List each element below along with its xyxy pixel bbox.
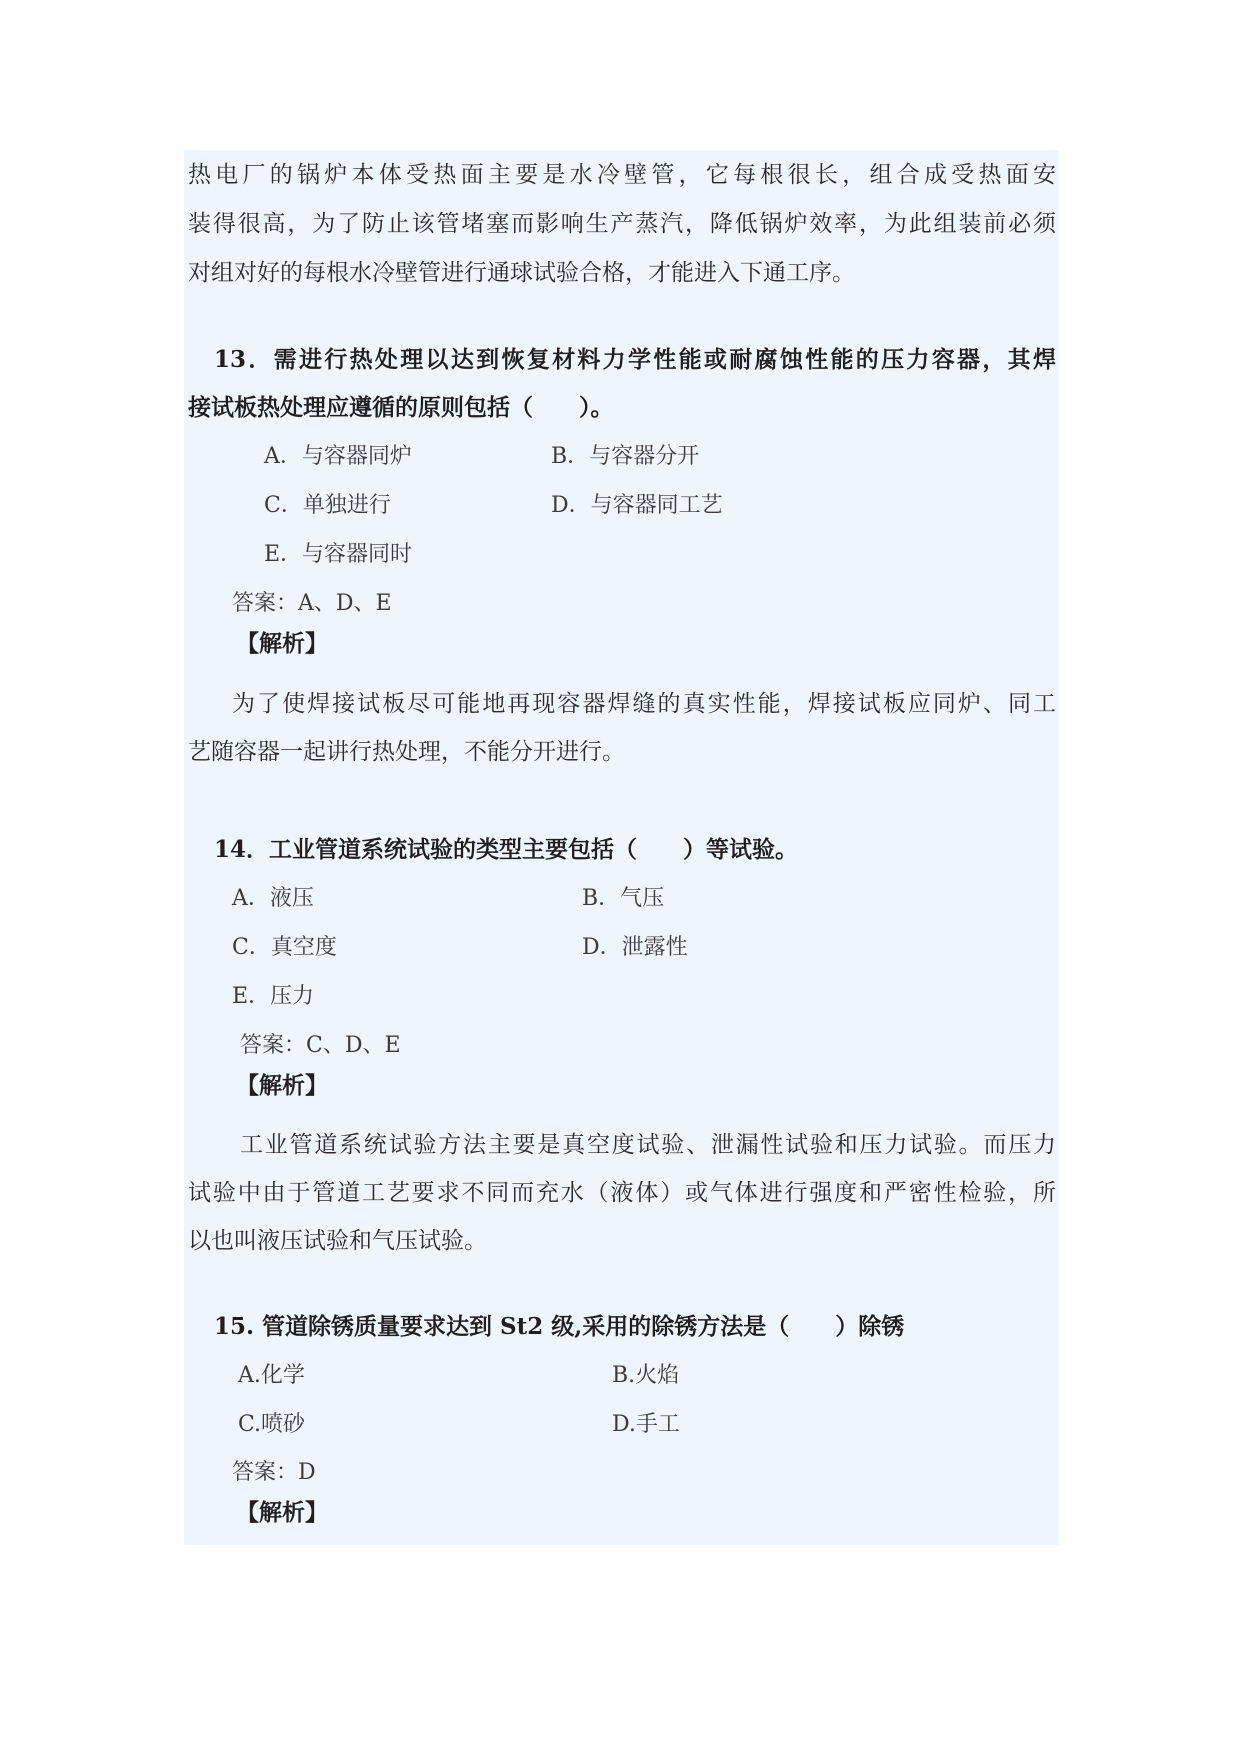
q13-answer: 答案：A、D、E bbox=[232, 591, 392, 616]
q14-option-d: D．泄露性 bbox=[582, 935, 688, 960]
q14-option-b: B．气压 bbox=[582, 886, 665, 911]
q15-analysis-label: 【解析】 bbox=[236, 1499, 328, 1526]
q14-analysis-line-3: 以也叫液压试验和气压试验。 bbox=[188, 1228, 487, 1254]
q13-option-e: E．与容器同时 bbox=[264, 542, 413, 567]
q13-option-d: D．与容器同工艺 bbox=[551, 493, 723, 518]
q15-option-a: A.化学 bbox=[238, 1363, 305, 1388]
q13-option-a: A．与容器同炉 bbox=[264, 444, 412, 469]
q14-analysis-line-2: 试验中由于管道工艺要求不同而充水（液体）或气体进行强度和严密性检验，所 bbox=[188, 1180, 1056, 1206]
intro-line-2: 装得很高，为了防止该管堵塞而影响生产蒸汽，降低锅炉效率，为此组装前必须 bbox=[188, 211, 1056, 237]
q15-option-b: B.火焰 bbox=[612, 1363, 680, 1388]
q13-analysis-line-2: 艺随容器一起讲行热处理，不能分开进行。 bbox=[188, 739, 625, 765]
q13-stem-line-2: 接试板热处理应遵循的原则包括（ ）。 bbox=[188, 394, 614, 421]
q14-option-c: C．真空度 bbox=[232, 935, 337, 960]
q14-stem: 14．工业管道系统试验的类型主要包括（ ）等试验。 bbox=[214, 836, 799, 863]
q13-analysis-line-1: 为了使焊接试板尽可能地再现容器焊缝的真实性能，焊接试板应同炉、同工 bbox=[232, 691, 1056, 717]
q13-stem-line-1: 13．需进行热处理以达到恢复材料力学性能或耐腐蚀性能的压力容器，其焊 bbox=[214, 346, 1056, 373]
q13-analysis-label: 【解析】 bbox=[236, 630, 328, 657]
q14-answer: 答案：C、D、E bbox=[240, 1033, 401, 1058]
q14-option-e: E．压力 bbox=[232, 984, 315, 1009]
q15-answer: 答案：D bbox=[232, 1460, 316, 1485]
q14-analysis-line-1: 工业管道系统试验方法主要是真空度试验、泄漏性试验和压力试验。而压力 bbox=[240, 1132, 1056, 1158]
q14-option-a: A．液压 bbox=[232, 886, 314, 911]
q15-stem: 15. 管道除锈质量要求达到 St2 级,采用的除锈方法是（ ）除锈 bbox=[214, 1313, 905, 1340]
q15-option-d: D.手工 bbox=[612, 1412, 680, 1437]
intro-line-3: 对组对好的每根水冷壁管进行通球试验合格，才能进入下通工序。 bbox=[188, 260, 855, 286]
q15-option-c: C.喷砂 bbox=[238, 1412, 306, 1437]
q13-option-c: C．单独进行 bbox=[264, 493, 391, 518]
q13-option-b: B．与容器分开 bbox=[551, 444, 700, 469]
intro-line-1: 热电厂的锅炉本体受热面主要是水冷壁管，它每根很长，组合成受热面安 bbox=[188, 162, 1056, 188]
q14-analysis-label: 【解析】 bbox=[236, 1072, 328, 1099]
